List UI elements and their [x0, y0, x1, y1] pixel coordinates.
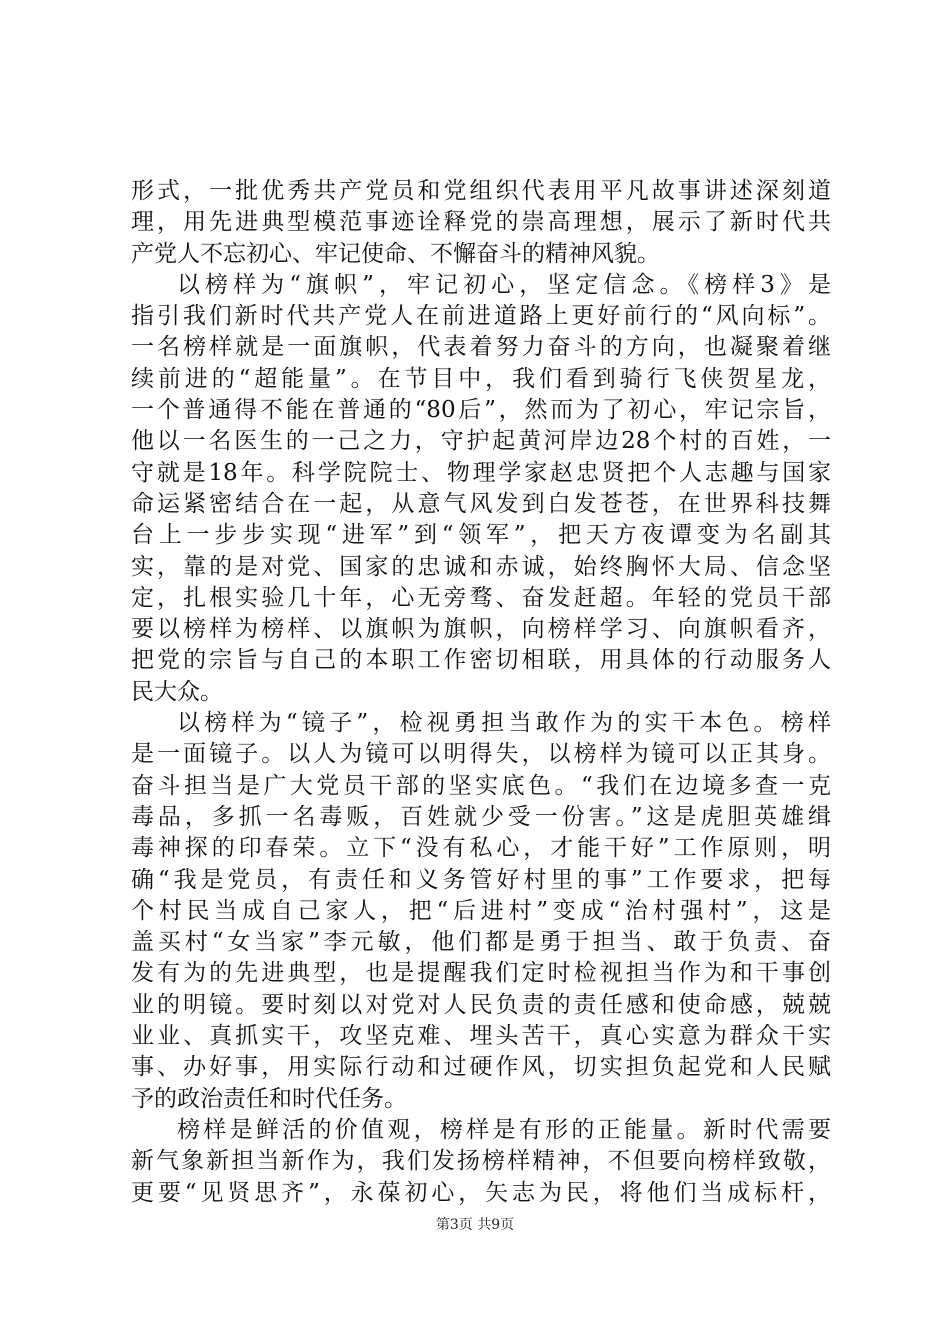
text-line: 更要“见贤思齐”，永葆初心，矢志为民，将他们当成标杆，	[131, 1179, 831, 1206]
text-line: 指引我们新时代共产党人在前进道路上更好前行的“风向标”。	[131, 303, 831, 330]
text-line: 奋斗担当是广大党员干部的坚实底色。“我们在边境多查一克	[131, 772, 831, 799]
text-line: 个村民当成自己家人，把“后进村”变成“治村强村”，这是	[131, 897, 831, 924]
text-line: 产党人不忘初心、牢记使命、不懈奋斗的精神风貌。	[131, 240, 660, 267]
text-line: 新气象新担当新作为，我们发扬榜样精神，不但要向榜样致敬，	[131, 1148, 831, 1175]
text-line: 予的政治责任和时代任务。	[131, 1085, 407, 1112]
text-line: 事、办好事，用实际行动和过硬作风，切实担负起党和人民赋	[131, 1054, 831, 1081]
paragraph-start-line: 以榜样为“旗帜”，牢记初心，坚定信念。《榜样3》是	[177, 271, 831, 298]
text-line: 理，用先进典型模范事迹诠释党的崇高理想，展示了新时代共	[131, 209, 831, 236]
paragraph-start-line: 榜样是鲜活的价值观，榜样是有形的正能量。新时代需要	[177, 1116, 831, 1143]
text-line: 把党的宗旨与自己的本职工作密切相联，用具体的行动服务人	[131, 647, 831, 674]
text-line: 一名榜样就是一面旗帜，代表着努力奋斗的方向，也凝聚着继	[131, 334, 831, 361]
text-line: 命运紧密结合在一起，从意气风发到白发苍苍，在世界科技舞	[131, 490, 831, 517]
text-line: 确“我是党员，有责任和义务管好村里的事”工作要求，把每	[131, 866, 831, 893]
text-line: 他以一名医生的一己之力，守护起黄河岸边28个村的百姓，一	[131, 428, 831, 455]
text-line: 台上一步步实现“进军”到“领军”，把天方夜谭变为名副其	[131, 522, 831, 549]
text-line: 盖买村“女当家”李元敏，他们都是勇于担当、敢于负责、奋	[131, 929, 831, 956]
text-line: 一个普通得不能在普通的“80后”，然而为了初心，牢记宗旨，	[131, 397, 831, 424]
page-number-footer: 第3页 共9页	[435, 1217, 515, 1233]
text-line: 要以榜样为榜样、以旗帜为旗帜，向榜样学习、向旗帜看齐，	[131, 616, 831, 643]
text-line: 民大众。	[131, 678, 223, 705]
text-line: 毒品，多抓一名毒贩，百姓就少受一份害。”这是虎胆英雄缉	[131, 803, 831, 830]
text-line: 业业、真抓实干，攻坚克难、埋头苦干，真心实意为群众干实	[131, 1023, 831, 1050]
text-line: 形式，一批优秀共产党员和党组织代表用平凡故事讲述深刻道	[131, 178, 831, 204]
text-line: 实，靠的是对党、国家的忠诚和赤诚，始终胸怀大局、信念坚	[131, 553, 831, 580]
text-line: 业的明镜。要时刻以对党对人民负责的责任感和使命感，兢兢	[131, 991, 831, 1018]
text-line: 守就是18年。科学院院士、物理学家赵忠贤把个人志趣与国家	[131, 459, 831, 486]
text-line: 发有为的先进典型，也是提醒我们定时检视担当作为和干事创	[131, 960, 831, 987]
text-line: 定，扎根实验几十年，心无旁骛、奋发赶超。年轻的党员干部	[131, 584, 831, 611]
document-body	[131, 176, 831, 1209]
text-line: 是一面镜子。以人为镜可以明得失，以榜样为镜可以正其身。	[131, 741, 831, 768]
text-line: 续前进的“超能量”。在节目中，我们看到骑行飞侠贺星龙，	[131, 365, 831, 392]
text-line: 毒神探的印春荣。立下“没有私心，才能干好”工作原则，明	[131, 835, 831, 862]
paragraph-start-line: 以榜样为“镜子”，检视勇担当敢作为的实干本色。榜样	[177, 710, 831, 737]
